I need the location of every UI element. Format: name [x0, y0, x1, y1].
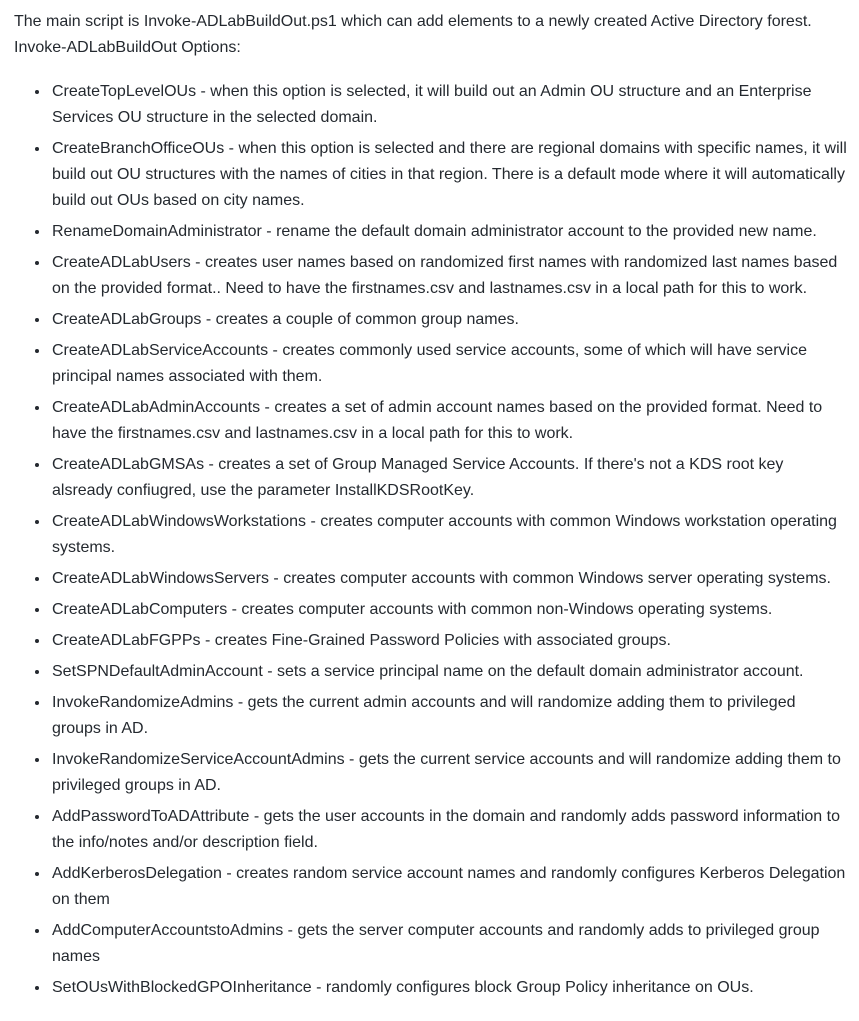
option-name: CreateADLabGMSAs	[52, 456, 205, 473]
option-name: CreateADLabWindowsServers	[52, 570, 269, 587]
option-name: CreateTopLevelOUs	[52, 83, 197, 100]
option-name: CreateADLabServiceAccounts	[52, 342, 269, 359]
option-description: gets the server computer accounts and randomly adds to privileged group names	[52, 922, 820, 965]
option-description: sets a service principal name on the default domain administrator account.	[277, 663, 804, 680]
option-name: CreateADLabGroups	[52, 311, 202, 328]
option-description: when this option is selected and there are regional domains with specific names, it will build out OU structures with the names of cities in that region. There is a default mode where it will automatically build out OUs based on city names.	[52, 140, 847, 209]
option-name: AddPasswordToADAttribute	[52, 808, 250, 825]
option-description: when this option is selected, it will build out an Admin OU structure and an Enterprise Services OU structure in the selected domain.	[52, 83, 812, 126]
option-separator: -	[201, 311, 216, 328]
option-separator: -	[283, 922, 298, 939]
list-item-createtoplevelous	[50, 79, 847, 131]
option-name: AddKerberosDelegation	[52, 865, 222, 882]
list-item-createadlabserviceaccounts	[50, 338, 847, 390]
option-description: rename the default domain administrator account to the provided new name.	[276, 223, 817, 240]
list-item-createadlabcomputers	[50, 597, 847, 623]
option-description: creates user names based on randomized first names with randomized last names based on the provided format.. Need to have the firstnames.csv and lastnames.csv in a local path for this to work.	[52, 254, 838, 297]
option-separator: -	[311, 979, 326, 996]
option-description: creates computer accounts with common Windows server operating systems.	[283, 570, 831, 587]
option-separator: -	[224, 140, 239, 157]
list-item-setouswithblockedgpoinheritance	[50, 975, 847, 1001]
option-description: creates random service account names and randomly configures Kerberos Delegation on them	[52, 865, 846, 908]
option-name: CreateADLabWindowsWorkstations	[52, 513, 307, 530]
option-description: creates computer accounts with common Windows workstation operating systems.	[52, 513, 837, 556]
option-name: CreateBranchOfficeOUs	[52, 140, 225, 157]
option-separator: -	[268, 570, 284, 587]
list-item-createadlabfgpps	[50, 628, 847, 654]
list-item-addpasswordtoadattribute	[50, 804, 847, 856]
option-name: CreateADLabFGPPs	[52, 632, 201, 649]
list-item-addcomputeraccountstoadmins	[50, 918, 847, 970]
list-item-setspndefaultadminaccount	[50, 659, 847, 685]
list-item-invokerandomizeserviceaccountadmins	[50, 747, 847, 799]
list-item-createadlabadminaccounts	[50, 395, 847, 447]
option-separator: -	[249, 808, 264, 825]
option-name: SetOUsWithBlockedGPOInheritance	[52, 979, 312, 996]
option-description: gets the current service accounts and will randomize adding them to privileged groups in AD.	[52, 751, 841, 794]
option-separator: -	[200, 632, 215, 649]
option-name: SetSPNDefaultAdminAccount	[52, 663, 263, 680]
list-item-createadlabwindowsservers	[50, 566, 847, 592]
option-description: creates a set of admin account names based on the provided format. Need to have the firstnames.csv and lastnames.csv in a local path for this to work.	[52, 399, 823, 442]
option-separator: -	[233, 694, 248, 711]
option-separator: -	[344, 751, 359, 768]
option-separator: -	[268, 342, 283, 359]
option-name: InvokeRandomizeAdmins	[52, 694, 234, 711]
option-description: creates a couple of common group names.	[215, 311, 519, 328]
intro-paragraph	[14, 9, 847, 61]
list-item-createadlabgroups	[50, 307, 847, 333]
intro-line-2: Invoke-ADLabBuildOut Options:	[14, 39, 241, 56]
list-item-createadlabusers	[50, 250, 847, 302]
option-separator: -	[261, 223, 277, 240]
option-description: gets the user accounts in the domain and randomly adds password information to the info/notes and/or description field.	[52, 808, 840, 851]
option-description: creates Fine-Grained Password Policies with associated groups.	[214, 632, 671, 649]
option-separator: -	[204, 456, 219, 473]
list-item-addkerberosdelegation	[50, 861, 847, 913]
list-item-createadlabwindowsworkstations	[50, 509, 847, 561]
option-separator: -	[221, 865, 237, 882]
list-item-createadlabgmsas	[50, 452, 847, 504]
option-name: AddComputerAccountstoAdmins	[52, 922, 284, 939]
option-name: RenameDomainAdministrator	[52, 223, 262, 240]
option-separator: -	[262, 663, 277, 680]
option-separator: -	[260, 399, 275, 416]
option-separator: -	[227, 601, 242, 618]
option-description: creates a set of Group Managed Service Accounts. If there's not a KDS root key alsready confiugred, use the parameter InstallKDSRootKey.	[52, 456, 784, 499]
intro-line-1: The main script is Invoke-ADLabBuildOut.ps1 which can add elements to a newly created Active Directory forest.	[14, 13, 812, 30]
option-name: CreateADLabAdminAccounts	[52, 399, 261, 416]
list-item-invokerandomizeadmins	[50, 690, 847, 742]
list-item-renamedomainadministrator	[50, 219, 847, 245]
option-separator: -	[196, 83, 211, 100]
option-description: randomly configures block Group Policy inheritance on OUs.	[325, 979, 754, 996]
list-item-createbranchofficeous	[50, 136, 847, 214]
options-list	[14, 79, 847, 1001]
option-name: InvokeRandomizeServiceAccountAdmins	[52, 751, 345, 768]
option-description: creates commonly used service accounts, some of which will have service principal names associated with them.	[52, 342, 807, 385]
option-description: creates computer accounts with common non-Windows operating systems.	[241, 601, 773, 618]
option-separator: -	[306, 513, 321, 530]
option-description: gets the current admin accounts and will randomize adding them to privileged groups in AD.	[52, 694, 796, 737]
option-name: CreateADLabUsers	[52, 254, 191, 271]
option-separator: -	[190, 254, 205, 271]
option-name: CreateADLabComputers	[52, 601, 228, 618]
